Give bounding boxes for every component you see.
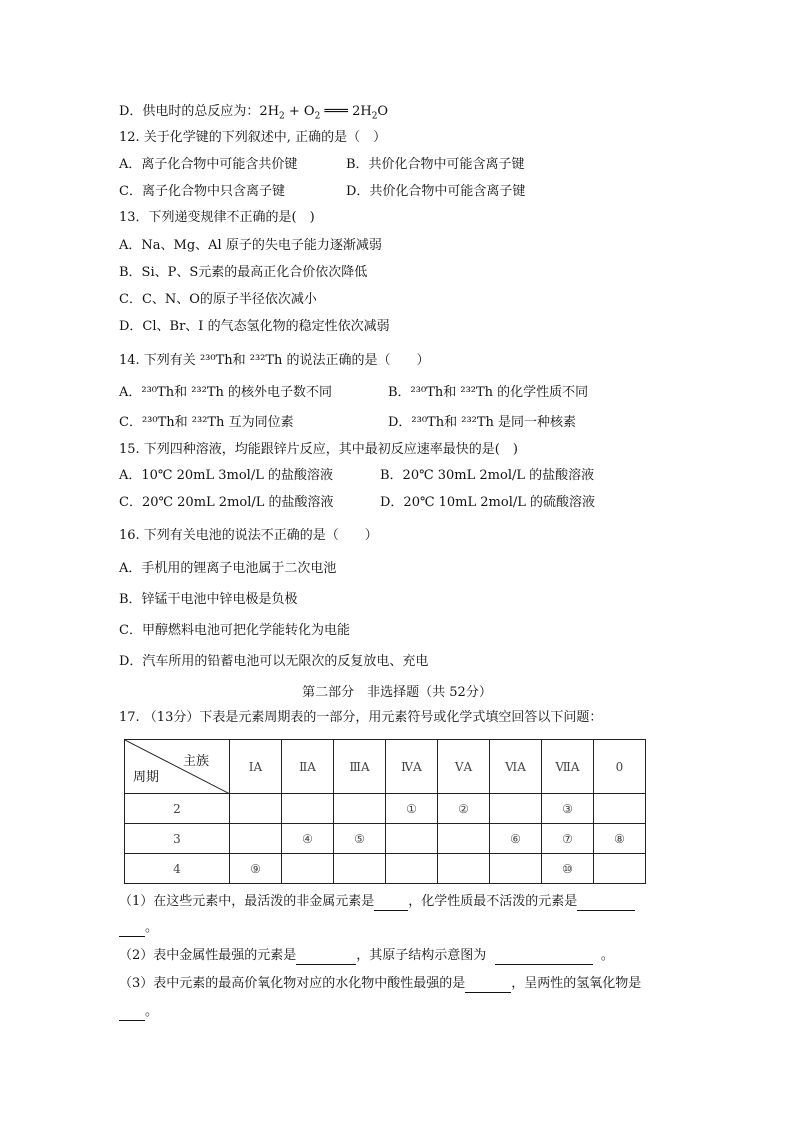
question-15-option-a: A．10℃ 20mL 3mol/L 的盐酸溶液 (119, 468, 333, 483)
table-row (125, 794, 646, 824)
question-16-option-c: C．甲醇燃料电池可把化学能转化为电能 (119, 623, 350, 638)
question-12: 12. 关于化学键的下列叙述中, 正确的是（ ） (119, 130, 387, 145)
table-cell (282, 794, 334, 824)
question-13-option-b: B．Si、P、S元素的最高正化合价依次降低 (119, 265, 368, 280)
subquestion-3 (119, 975, 641, 993)
table-row (125, 854, 646, 884)
group-header: ⅤA (438, 740, 490, 794)
question-14-option-a: A．²³⁰Th和 ²³²Th 的核外电子数不同 (119, 385, 333, 400)
table-cell: ④ (282, 824, 334, 854)
subquestion-3-text: （3）表中元素的最高价氧化物对应的水化物中酸性最强的是 (119, 976, 466, 991)
group-header: 0 (594, 740, 646, 794)
question-16-option-a: A．手机用的锂离子电池属于二次电池 (119, 561, 337, 576)
subquestion-2-end: 。 (600, 948, 614, 963)
periodic-table (124, 739, 646, 884)
question-16-option-b: B．锌锰干电池中锌电极是负极 (119, 592, 298, 607)
table-cell (230, 824, 282, 854)
answer-blank[interactable] (374, 896, 408, 911)
question-15: 15. 下列四种溶液，均能跟锌片反应，其中最初反应速率最快的是( ) (119, 442, 518, 457)
group-header: ⅦA (542, 740, 594, 794)
table-cell (594, 854, 646, 884)
question-12-option-d: D．共价化合物中可能含离子键 (346, 184, 526, 199)
question-15-option-b: B．20℃ 30mL 2mol/L 的盐酸溶液 (380, 468, 595, 483)
table-cell: ② (438, 794, 490, 824)
question-13-option-a: A．Na、Mg、Al 原子的失电子能力逐渐减弱 (119, 238, 382, 253)
subquestion-2 (119, 947, 614, 965)
corner-period-label: 周期 (133, 770, 160, 785)
table-cell (230, 794, 282, 824)
table-cell: ⑦ (542, 824, 594, 854)
subquestion-1 (119, 893, 635, 911)
table-cell: ③ (542, 794, 594, 824)
question-15-option-c: C．20℃ 20mL 2mol/L 的盐酸溶液 (119, 495, 334, 510)
option-text-2: 2H (352, 104, 372, 119)
table-corner (125, 740, 230, 794)
table-cell (490, 794, 542, 824)
table-cell (438, 854, 490, 884)
corner-group-label: 主族 (182, 754, 209, 769)
group-header: ⅢA (334, 740, 386, 794)
question-12-option-c: C．离子化合物中只含离子键 (119, 184, 285, 199)
table-cell: ⑨ (230, 854, 282, 884)
question-14-option-c: C．²³⁰Th和 ²³²Th 互为同位素 (119, 415, 294, 430)
answer-blank[interactable] (577, 896, 635, 911)
question-11-option-d: D．供电时的总反应为：$2H_2 + O_2$ ═══ $2H_2O$ (119, 104, 389, 122)
table-cell (438, 824, 490, 854)
question-17: 17. （13分）下表是元素周期表的一部分，用元素符号或化学式填空回答以下问题： (119, 710, 603, 725)
subquestion-2-text-2: ，其原子结构示意图为 (356, 948, 487, 963)
table-cell (334, 794, 386, 824)
subquestion-1-continued (119, 919, 158, 937)
table-cell (386, 854, 438, 884)
table-cell (386, 824, 438, 854)
answer-blank[interactable] (495, 950, 593, 965)
group-header: ⅥA (490, 740, 542, 794)
answer-blank[interactable] (119, 1006, 145, 1021)
question-13-option-d: D．Cl、Br、I 的气态氢化物的稳定性依次减弱 (119, 319, 390, 334)
question-13-option-c: C．C、N、O的原子半径依次减小 (119, 292, 317, 307)
group-header: ⅣA (386, 740, 438, 794)
question-12-option-b: B．共价化合物中可能含离子键 (346, 157, 525, 172)
question-14-option-d: D．²³⁰Th和 ²³²Th 是同一种核素 (388, 415, 577, 430)
table-cell: ⑤ (334, 824, 386, 854)
group-header: ⅠA (230, 740, 282, 794)
question-14: 14. 下列有关 ²³⁰Th和 ²³²Th 的说法正确的是（ ） (119, 353, 430, 368)
answer-blank[interactable] (119, 922, 145, 937)
table-row (125, 824, 646, 854)
question-12-option-a: A．离子化合物中可能含共价键 (119, 157, 298, 172)
subquestion-3-continued (119, 1003, 158, 1021)
question-16-option-d: D．汽车所用的铅蓄电池可以无限次的反复放电、充电 (119, 654, 429, 669)
table-cell: ⑩ (542, 854, 594, 884)
question-15-option-d: D．20℃ 10mL 2mol/L 的硫酸溶液 (380, 495, 596, 510)
group-header: ⅡA (282, 740, 334, 794)
table-cell (490, 854, 542, 884)
table-cell (334, 854, 386, 884)
part-two-heading: 第二部分 非选择题（共 52分） (302, 685, 492, 700)
period-label: 4 (125, 854, 230, 884)
subquestion-1-text: （1）在这些元素中，最活泼的非金属元素是 (119, 894, 375, 909)
table-cell: ① (386, 794, 438, 824)
subquestion-1-end: 。 (145, 920, 159, 935)
table-cell: ⑧ (594, 824, 646, 854)
option-text: D．供电时的总反应为：2H (119, 104, 280, 119)
table-cell: ⑥ (490, 824, 542, 854)
answer-blank[interactable] (296, 950, 356, 965)
subquestion-1-text-2: ，化学性质最不活泼的元素是 (408, 894, 578, 909)
table-cell (282, 854, 334, 884)
question-16: 16. 下列有关电池的说法不正确的是（ ） (119, 528, 378, 543)
period-label: 2 (125, 794, 230, 824)
answer-blank[interactable] (465, 978, 511, 993)
period-label: 3 (125, 824, 230, 854)
question-14-option-b: B．²³⁰Th和 ²³²Th 的化学性质不同 (388, 385, 589, 400)
subquestion-3-text-2: ，呈两性的氢氧化物是 (511, 976, 642, 991)
subquestion-2-text: （2）表中金属性最强的元素是 (119, 948, 297, 963)
question-13: 13．下列递变规律不正确的是( ) (119, 210, 315, 225)
table-cell (594, 794, 646, 824)
subquestion-3-end: 。 (145, 1004, 159, 1019)
